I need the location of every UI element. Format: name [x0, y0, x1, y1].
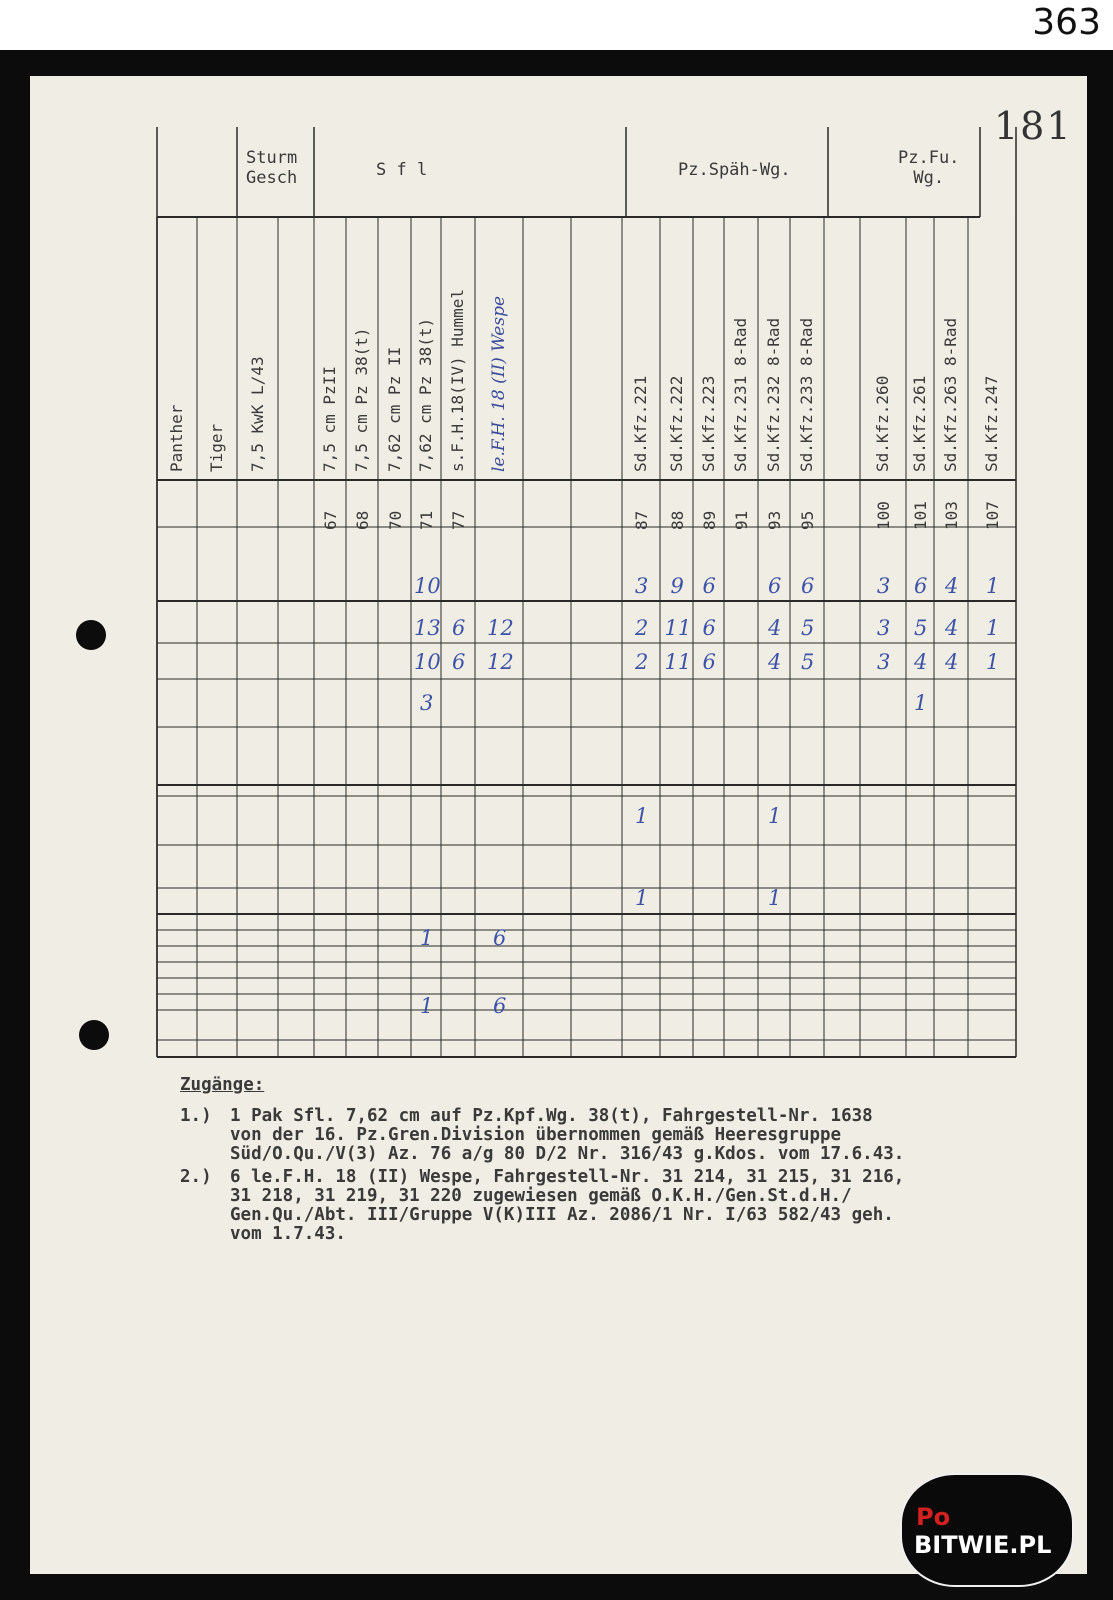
column-code: 100 [874, 501, 893, 530]
handwritten-entry: 6 [768, 574, 782, 598]
handwritten-entry: 6 [801, 574, 815, 598]
note-number: 1.) [180, 1106, 212, 1126]
column-code: 101 [911, 501, 930, 530]
watermark-logo [900, 1473, 1074, 1587]
handwritten-entry: 1 [986, 574, 1000, 598]
handwritten-entry: 12 [487, 650, 514, 674]
note-text: 6 le.F.H. 18 (II) Wespe, Fahrgestell-Nr. 31 214, 31 215, 31 216, 31 218, 31 219, 31 220 zugewiesen gemäß O.K.H./Gen.St.d.H./ Gen.Qu./Abt. III/Gruppe V(K)III Az. 2086/1 Nr. I/63 582/43 geh. vom 1.7.43. [230, 1167, 905, 1244]
column-label: 7,62 cm Pz 38(t) [416, 317, 435, 472]
column-code: 67 [321, 510, 340, 530]
handwritten-entry: 5 [801, 650, 815, 674]
column-label: Sd.Kfz.261 [910, 375, 929, 472]
handwritten-entry: 1 [635, 804, 649, 828]
handwritten-entry: 5 [801, 616, 815, 640]
column-label: 7,5 cm Pz 38(t) [352, 327, 371, 472]
handwritten-entry: 1 [420, 994, 434, 1018]
header-funk: Pz.Fu. Wg. [898, 148, 960, 188]
handwritten-entry: 5 [914, 616, 928, 640]
page-number: 363 [1032, 2, 1101, 43]
handwritten-entry: 6 [452, 650, 466, 674]
handwritten-entry: 11 [664, 650, 692, 674]
column-label: Sd.Kfz.263 8-Rad [941, 317, 960, 472]
column-label: Sd.Kfz.222 [666, 375, 686, 472]
handwritten-entry: 6 [452, 616, 466, 640]
column-code: 107 [983, 501, 1002, 530]
column-code: 68 [353, 510, 372, 530]
column-code: 88 [667, 510, 687, 530]
handwritten-entry: 10 [414, 650, 441, 674]
handwritten-entry: 6 [914, 574, 928, 598]
column-code: 91 [732, 510, 751, 530]
handwritten-entry: 1 [986, 616, 1000, 640]
column-label: 7,5 KwK L/43 [247, 356, 267, 472]
handwritten-entry: 6 [702, 574, 716, 598]
punch-hole [79, 1020, 109, 1050]
column-label: Sd.Kfz.223 [698, 375, 718, 472]
handwritten-entry: 3 [635, 574, 649, 598]
note-number: 2.) [180, 1167, 212, 1187]
header-spaeh: Pz.Späh-Wg. [678, 160, 791, 180]
handwritten-entry: 10 [414, 574, 441, 598]
handwritten-entry: 1 [768, 886, 782, 910]
column-code: 103 [942, 501, 961, 530]
handwritten-entry: 11 [664, 616, 692, 640]
punch-hole [76, 620, 106, 650]
handwritten-entry: 3 [420, 691, 434, 715]
column-label: Panther [167, 404, 186, 472]
column-code: 95 [798, 510, 817, 530]
column-code: 77 [449, 510, 468, 530]
handwritten-entry: 6 [702, 616, 716, 640]
handwritten-entry: 4 [914, 650, 928, 674]
column-label: Sd.Kfz.232 8-Rad [764, 317, 783, 472]
logo-text-bitwie: BITWIE.PL [914, 1531, 1052, 1559]
column-label: Tiger [207, 423, 226, 472]
column-label: Sd.Kfz.233 8-Rad [797, 317, 816, 472]
handwritten-entry: 6 [493, 926, 507, 950]
handwritten-entry: 3 [877, 574, 891, 598]
handwritten-entry: 1 [768, 804, 782, 828]
note-item [180, 1168, 1070, 1244]
handwritten-entry: 4 [768, 650, 782, 674]
column-label: Sd.Kfz.221 [631, 375, 650, 472]
handwritten-entry: 3 [877, 650, 891, 674]
column-code: 71 [417, 510, 436, 530]
stamp-number: 181 [994, 104, 1073, 148]
handwritten-entry: 4 [945, 650, 959, 674]
handwritten-entry: 12 [487, 616, 514, 640]
column-label: Sd.Kfz.247 [982, 375, 1001, 472]
column-label: 7,5 cm PzII [320, 366, 339, 472]
handwritten-entry: 6 [493, 994, 507, 1018]
column-label: s.F.H.18(IV) Hummel [448, 288, 467, 472]
column-label: Sd.Kfz.231 8-Rad [731, 317, 750, 472]
logo-text-po: Po [916, 1503, 951, 1531]
header-sturm: Sturm Gesch [246, 148, 298, 188]
handwritten-entry: 9 [670, 574, 684, 598]
handwritten-entry: 1 [420, 926, 434, 950]
handwritten-entry: 1 [986, 650, 1000, 674]
header-sfl: S f l [376, 160, 428, 180]
handwritten-entry: 1 [635, 886, 649, 910]
handwritten-entry: 2 [635, 616, 649, 640]
column-code: 70 [385, 510, 405, 530]
column-code: 93 [765, 510, 784, 530]
notes-section [180, 1076, 1070, 1248]
column-label: 7,62 cm Pz II [384, 346, 404, 472]
note-text: 1 Pak Sfl. 7,62 cm auf Pz.Kpf.Wg. 38(t), Fahrgestell-Nr. 1638 von der 16. Pz.Gren.Division übernommen gemäß Heeresgruppe Süd/O.Qu./V(3) Az. 76 a/g 80 D/2 Nr. 316/43 g.Kdos. vom 17.6.43. [230, 1106, 905, 1164]
handwritten-entry: 6 [702, 650, 716, 674]
note-item [180, 1107, 1070, 1164]
column-code: 89 [699, 510, 719, 530]
handwritten-entry: 1 [914, 691, 928, 715]
handwritten-entry: 2 [635, 650, 649, 674]
handwritten-entry: 4 [768, 616, 782, 640]
notes-title: Zugänge: [180, 1075, 265, 1095]
column-label: Sd.Kfz.260 [873, 375, 892, 472]
column-code: 87 [632, 510, 651, 530]
column-label: le.F.H. 18 (II) Wespe [489, 295, 509, 472]
handwritten-entry: 3 [877, 616, 891, 640]
handwritten-entry: 4 [945, 574, 959, 598]
handwritten-entry: 4 [945, 616, 959, 640]
handwritten-entry: 13 [414, 616, 441, 640]
